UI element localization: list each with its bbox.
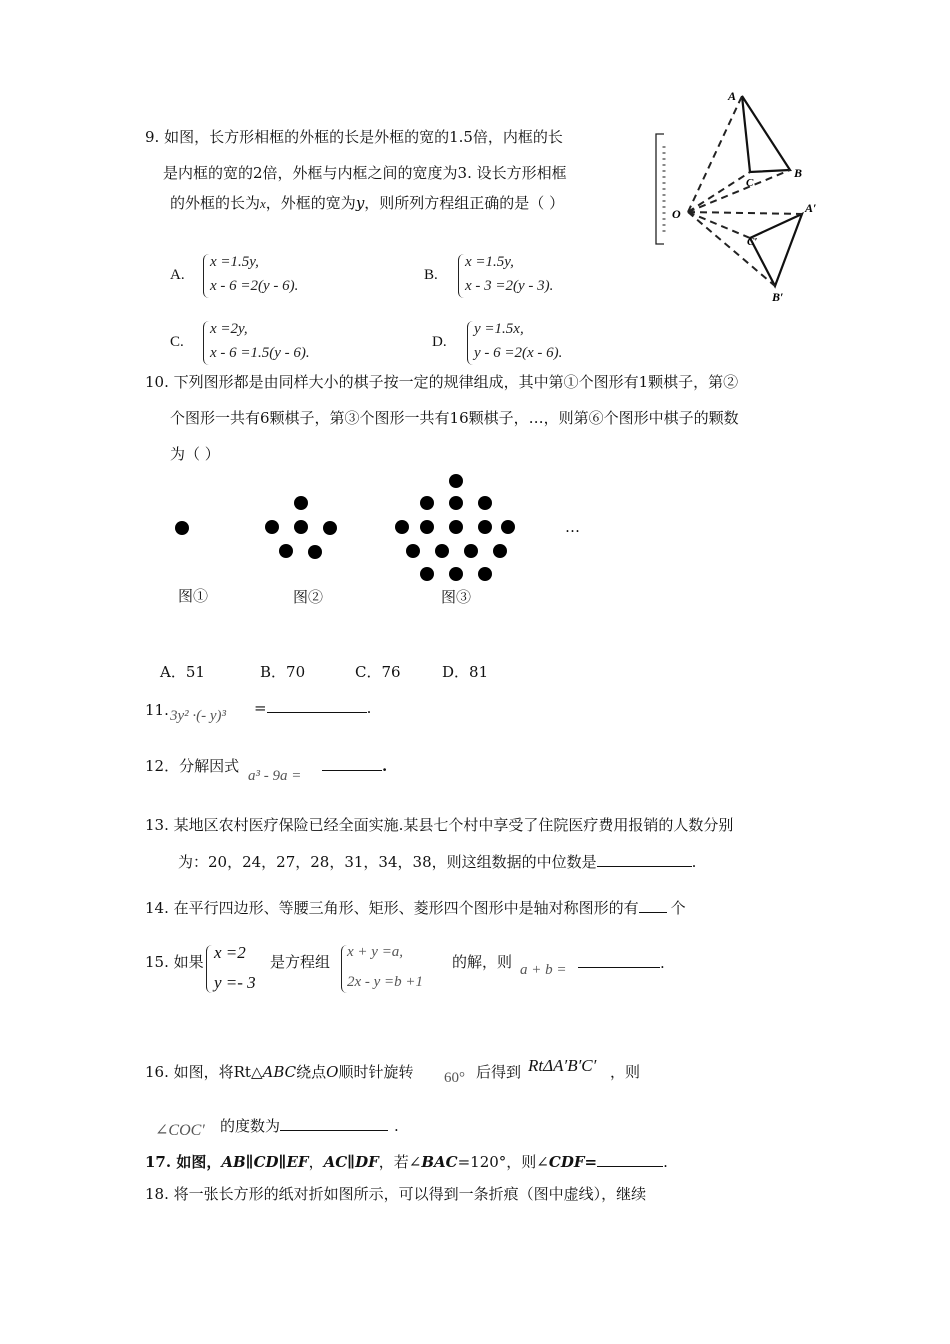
q13-line1: 13. 某地区农村医疗保险已经全面实施.某县七个村中享受了住院医疗费用报销的人数分别	[145, 816, 734, 834]
q9-option-a-label: A.	[170, 267, 185, 283]
q9-option-b-brace	[458, 254, 465, 298]
chess-piece	[420, 567, 434, 581]
q15-expression: a + b =	[520, 962, 567, 978]
chess-piece	[478, 567, 492, 581]
q11-blank[interactable]	[267, 698, 367, 713]
chess-piece	[294, 496, 308, 510]
q16-rt-triangle: RtΔA′B′C′	[528, 1056, 597, 1075]
q9-option-a-eq1: x =1.5y,	[210, 254, 259, 270]
chess-piece	[420, 520, 434, 534]
chess-piece	[478, 520, 492, 534]
triangle-abc	[742, 96, 790, 172]
q9-option-b-label: B.	[424, 267, 438, 283]
q15-brace-1	[206, 945, 213, 993]
q12-blank[interactable]	[322, 756, 382, 771]
q18-text: 18. 将一张长方形的纸对折如图所示，可以得到一条折痕（图中虚线），继续	[145, 1185, 647, 1203]
q9-line3c: ，则所列方程组正确的是（ ）	[364, 194, 565, 212]
q15-sys2-eq1: x + y =a,	[347, 944, 404, 960]
q11-equals: =	[254, 699, 267, 717]
chess-piece	[406, 544, 420, 558]
q9-option-c-eq2: x - 6 =1.5(y - 6).	[210, 345, 310, 361]
label-a: A	[728, 89, 737, 103]
q9-line2: 是内框的宽的2倍，外框与内框之间的宽度为3. 设长方形相框	[163, 164, 567, 182]
q9-var-x: x	[260, 196, 266, 211]
q16-angle: 60°	[444, 1070, 465, 1086]
q9-option-d-brace	[467, 321, 474, 365]
q11-expression: 3y² ·(- y)³	[170, 708, 227, 724]
q10-option-b: B．70	[260, 663, 306, 681]
label-b: B	[794, 166, 803, 180]
chess-piece	[493, 544, 507, 558]
q9-option-c-label: C.	[170, 334, 184, 350]
q15-sys2-eq2: 2x - y =b +1	[347, 974, 424, 990]
chess-piece	[449, 474, 463, 488]
q10-line3: 为（ ）	[170, 445, 220, 463]
q16-line1: 16. 如图，将Rt△ABC绕点O顺时针旋转	[145, 1063, 414, 1081]
chess-piece	[279, 544, 293, 558]
q9-line3a: 的外框的长为	[170, 194, 261, 212]
q9-var-y: y	[355, 194, 365, 212]
chess-piece	[323, 521, 337, 535]
q10-fig3-caption: 图③	[441, 588, 472, 606]
q9-option-d-eq1: y =1.5x,	[474, 321, 524, 337]
triangle-a2b2c2	[750, 214, 802, 286]
q12-answer: .	[322, 756, 387, 776]
label-c: C	[746, 177, 754, 189]
chess-piece	[449, 496, 463, 510]
label-a-prime: A′	[805, 201, 817, 215]
chess-piece	[420, 496, 434, 510]
chess-piece	[501, 520, 515, 534]
chess-piece	[308, 545, 322, 559]
q15-answer: .	[578, 953, 665, 973]
q11-answer-line: = .	[254, 699, 372, 717]
q12-text: 12．分解因式	[145, 757, 240, 775]
q16-after-text: 后得到	[476, 1063, 522, 1081]
q17-blank[interactable]	[597, 1152, 663, 1167]
q17-text: 17. 如图，AB∥CD∥EF，AC∥DF，若∠BAC=120°，则∠CDF= .	[145, 1153, 668, 1171]
q9-option-a-brace	[203, 254, 210, 298]
q12-expression: a³ - 9a =	[248, 768, 302, 784]
q9-option-b-eq2: x - 3 =2(y - 3).	[465, 278, 554, 294]
q15-middle-text: 是方程组	[270, 953, 331, 971]
q15-sys1-eq2: y =- 3	[214, 973, 256, 992]
q10-line1: 10. 下列图形都是由同样大小的棋子按一定的规律组成，其中第①个图形有1颗棋子，第②	[145, 373, 739, 391]
chess-piece	[395, 520, 409, 534]
q10-line2: 个图形一共有6颗棋子，第③个图形一共有16颗棋子，…，则第⑥个图形中棋子的颗数	[170, 409, 739, 427]
q14-text: 14. 在平行四边形、等腰三角形、矩形、菱形四个图形中是轴对称图形的有 个	[145, 899, 686, 917]
q10-fig1-caption: 图①	[178, 587, 209, 605]
q9-option-d-label: D.	[432, 334, 447, 350]
label-c-prime: C′	[747, 236, 758, 248]
q15-sys1-eq1: x =2	[214, 943, 246, 962]
q9-option-a-eq2: x - 6 =2(y - 6).	[210, 278, 299, 294]
rotation-figure	[650, 86, 830, 308]
q15-prefix: 15. 如果	[145, 953, 204, 971]
q10-option-d: D．81	[442, 663, 489, 681]
q14-blank[interactable]	[639, 898, 667, 913]
chess-piece	[449, 520, 463, 534]
q15-blank[interactable]	[578, 953, 660, 968]
q16-angle-coc: ∠COC′	[155, 1122, 205, 1139]
chess-piece	[464, 544, 478, 558]
label-o: O	[672, 207, 681, 221]
q9-option-c-brace	[203, 321, 210, 365]
q9-line1: 9. 如图，长方形相框的外框的长是外框的宽的1.5倍，内框的长	[145, 128, 563, 146]
q13-blank[interactable]	[597, 852, 692, 867]
q9-option-c-eq1: x =2y,	[210, 321, 248, 337]
q16-line2: 的度数为 .	[220, 1117, 399, 1135]
chess-piece	[435, 544, 449, 558]
q9-option-d-eq2: y - 6 =2(x - 6).	[474, 345, 563, 361]
chess-piece	[265, 520, 279, 534]
chess-piece	[294, 520, 308, 534]
q16-then: ，则	[610, 1063, 641, 1081]
q9-line3	[170, 193, 564, 214]
label-b-prime: B′	[772, 290, 784, 304]
q10-fig2-caption: 图②	[293, 588, 324, 606]
chess-piece	[175, 521, 189, 535]
q9-option-b-eq1: x =1.5y,	[465, 254, 514, 270]
q15-post-text: 的解，则	[452, 953, 513, 971]
q10-ellipsis: …	[565, 518, 580, 536]
q16-blank[interactable]	[280, 1116, 388, 1131]
q10-option-a: A．51	[160, 663, 205, 681]
q9-line3b: ，外框的宽为	[265, 194, 356, 212]
q10-option-c: C．76	[355, 663, 401, 681]
q11-number: 11.	[145, 701, 169, 719]
q13-line2: 为：20，24，27，28，31，34，38，则这组数据的中位数是 .	[178, 853, 697, 871]
chess-piece	[449, 567, 463, 581]
chess-piece	[478, 496, 492, 510]
